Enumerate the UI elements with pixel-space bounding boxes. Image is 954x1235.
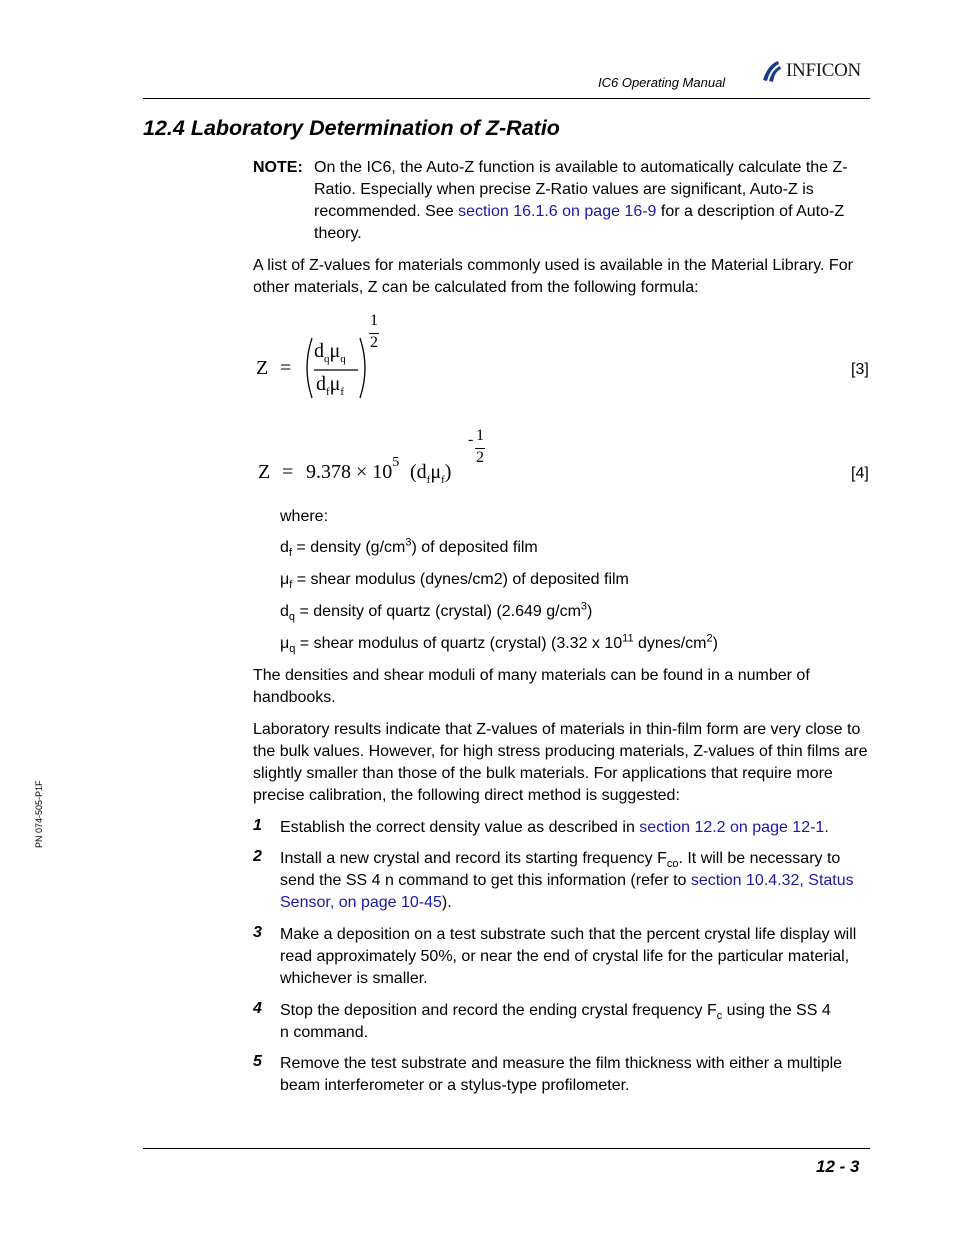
link-section-16-1-6[interactable]: section 16.1.6 on page 16-9 xyxy=(458,203,657,220)
step-text: Establish the correct density value as described in section 12.2 on page 12-1. xyxy=(280,819,829,836)
note-text: On the IC6, the Auto-Z function is available to automatically calculate the Z-Ratio. Especially when precise Z-Ratio values are significant, Auto-Z is recommended. See section 16.1.6 on page 16-9 for a description of Auto-Z theory. xyxy=(314,159,848,242)
densities-paragraph: The densities and shear moduli of many materials can be found in a number of handbooks. xyxy=(253,667,810,706)
equation-4: Z = $9.378 \times 10^5$ $(d_f\mu_f)$ - 1 2 xyxy=(258,427,484,486)
lab-results-paragraph: Laboratory results indicate that Z-values of materials in thin-film form are very close to the bulk values. However, for high stress producing materials, Z-values of thin films are slightly smaller than those of the bulk materials. For applications that require more precise calibration, the following direct method is suggested: xyxy=(253,721,868,804)
part-number-label: PN 074-505-P1F xyxy=(34,780,44,848)
header-rule xyxy=(143,98,870,99)
eq4-coefficient: $9.378 \times 10^5$ xyxy=(306,455,400,483)
where-label: where: xyxy=(280,508,329,525)
where-item: $d_f$ = density $(g/cm^3)$ of deposited film xyxy=(280,536,538,560)
where-item: $\mu_f$ = shear modulus (dynes/cm2) of deposited film xyxy=(280,571,629,592)
step-text: Remove the test substrate and measure the film thickness with either a multiple beam interferometer or a stylus-type profilometer. xyxy=(280,1055,843,1094)
step-text: Install a new crystal and record its starting frequency $F_{co}$. It will be necessary to send the SS 4 n command to get this information (refer to section 10.4.32, Status Sensor, on page 10-45). xyxy=(280,850,854,911)
step-text: Make a deposition on a test substrate such that the percent crystal life display will read approximately 50%, or near the end of crystal life for the particular material, whichever is smaller. xyxy=(280,926,857,987)
eq3-numerator: $d_q\mu_q$ xyxy=(314,340,346,365)
intro-paragraph: A list of Z-values for materials commonly used is available in the Material Library. For other materials, Z can be calculated from the following formula: xyxy=(253,257,853,296)
step-text: Stop the deposition and record the ending crystal frequency $F_c$ using the SS 4 n command. xyxy=(280,1002,831,1041)
equation-3-number: [3] xyxy=(851,361,869,378)
section-title: 12.4 Laboratory Determination of Z-Ratio xyxy=(143,116,560,140)
footer-rule xyxy=(143,1148,870,1149)
page-number: 12 - 3 xyxy=(816,1157,860,1176)
logo-text: INFICON xyxy=(786,60,861,81)
link-section-10-4-32[interactable]: section 10.4.32, Status Sensor, on page 10-45 xyxy=(280,872,854,911)
link-section-12-2[interactable]: section 12.2 on page 12-1 xyxy=(639,819,825,836)
note-label: NOTE: xyxy=(253,159,303,176)
where-item: $d_q$ = density of quartz (crystal) (2.649 $g/cm^3$) xyxy=(280,600,593,624)
eq4-parenthesized: $(d_f\mu_f)$ xyxy=(410,461,452,486)
manual-title: IC6 Operating Manual xyxy=(598,75,726,90)
equation-3: Z = $d_q\mu_q$ $d_f\mu_f$ 1 2 xyxy=(256,312,378,398)
equation-4-number: [4] xyxy=(851,465,869,482)
inficon-logo-icon xyxy=(760,59,782,83)
inficon-logo xyxy=(760,58,861,84)
eq3-denominator: $d_f\mu_f$ xyxy=(316,373,345,398)
where-item: $\mu_q$ = shear modulus of quartz (crystal) (3.32 x $10^{11}$ dynes/$cm^2$) xyxy=(280,632,718,656)
